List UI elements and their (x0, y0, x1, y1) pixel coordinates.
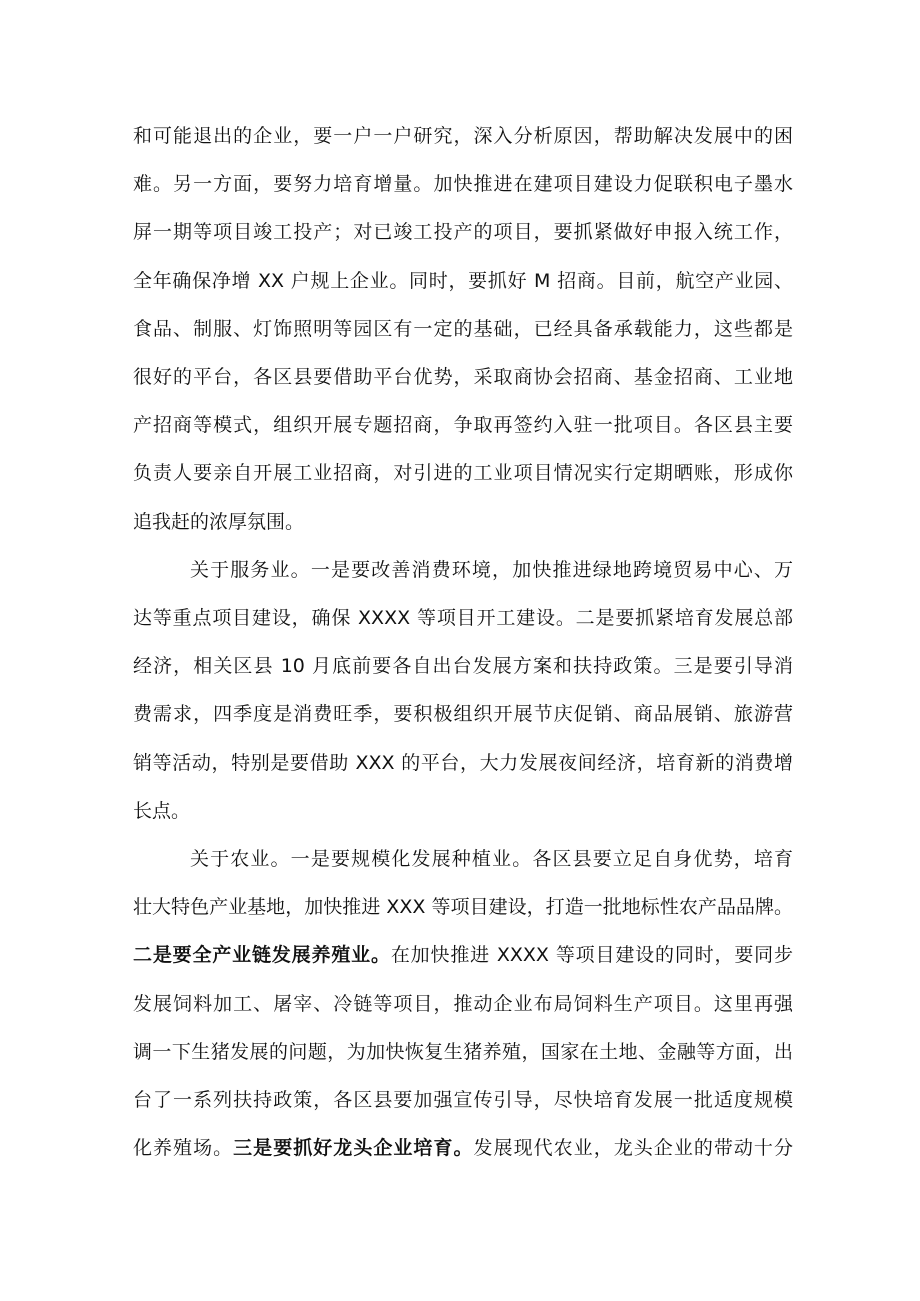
text-segment: 调一下生猪发展的问题，为加快恢复生猪养殖，国家在土地、金融等方面，出 (133, 1040, 793, 1063)
text-segment: 化养殖场。 (133, 1137, 234, 1160)
text-line (133, 642, 793, 690)
text-segment: 费需求，四季度是消费旺季，要积极组织开展节庆促销、商品展销、旅游营 (133, 703, 793, 726)
bold-heading-text: 三是要抓好龙头企业培育。 (233, 1137, 474, 1160)
text-segment: 全年确保净增 XX 户规上企业。同时，要抓好 M 招商。目前，航空产业园、 (133, 269, 793, 292)
text-line (133, 835, 793, 883)
text-segment: 长点。 (133, 799, 191, 822)
text-segment: 食品、制服、灯饰照明等园区有一定的基础，已经具备承载能力，这些都是 (133, 317, 793, 340)
text-line (133, 1124, 793, 1172)
text-line (133, 690, 793, 738)
text-segment: 负责人要亲自开展工业招商，对引进的工业项目情况实行定期晒账，形成你 (133, 462, 793, 485)
text-line (133, 883, 793, 931)
text-line (133, 931, 793, 979)
text-segment: 很好的平台，各区县要借助平台优势，采取商协会招商、基金招商、工业地 (133, 366, 793, 389)
text-segment: 关于服务业。一是要改善消费环境，加快推进绿地跨境贸易中心、万 (190, 558, 793, 581)
text-segment: 难。另一方面，要努力培育增量。加快推进在建项目建设力促联积电子墨水 (133, 173, 793, 196)
text-line (133, 208, 793, 256)
text-line (133, 787, 793, 835)
text-segment: 在加快推进 XXXX 等项目建设的同时，要同步 (390, 944, 793, 967)
text-segment: 发展饲料加工、屠宰、冷链等项目，推动企业布局饲料生产项目。这里再强 (133, 992, 793, 1015)
text-line (133, 257, 793, 305)
text-line (133, 353, 793, 401)
text-line (133, 980, 793, 1028)
text-line (133, 449, 793, 497)
text-segment: 和可能退出的企业，要一户一户研究，深入分析原因，帮助解决发展中的困 (133, 125, 793, 147)
body-text (133, 112, 793, 1172)
text-line (133, 739, 793, 787)
text-segment: 台了一系列扶持政策，各区县要加强宣传引导，尽快培育发展一批适度规模 (133, 1089, 793, 1112)
text-line (133, 594, 793, 642)
text-line (133, 160, 793, 208)
text-line (133, 1028, 793, 1076)
text-segment: 关于农业。一是要规模化发展种植业。各区县要立足自身优势，培育 (190, 848, 793, 871)
text-line (133, 401, 793, 449)
text-line (133, 498, 793, 546)
text-line (133, 546, 793, 594)
text-segment: 壮大特色产业基地，加快推进 XXX 等项目建设，打造一批地标性农产品品牌。 (133, 896, 793, 919)
text-line (133, 305, 793, 353)
text-segment: 销等活动，特别是要借助 XXX 的平台，大力发展夜间经济，培育新的消费增 (133, 751, 793, 774)
text-segment: 发展现代农业，龙头企业的带动十分 (473, 1137, 793, 1160)
text-segment: 屏一期等项目竣工投产；对已竣工投产的项目，要抓紧做好申报入统工作， (133, 221, 793, 244)
text-segment: 经济，相关区县 10 月底前要各自出台发展方案和扶持政策。三是要引导消 (133, 655, 793, 678)
text-segment: 追我赶的浓厚氛围。 (133, 510, 305, 533)
bold-heading-text: 二是要全产业链发展养殖业。 (133, 944, 391, 967)
text-segment: 产招商等模式，组织开展专题招商，争取再签约入驻一批项目。各区县主要 (133, 414, 793, 437)
text-line (133, 1076, 793, 1124)
text-segment: 达等重点项目建设，确保 XXXX 等项目开工建设。二是要抓紧培育发展总部 (133, 607, 793, 630)
text-line (133, 112, 793, 160)
